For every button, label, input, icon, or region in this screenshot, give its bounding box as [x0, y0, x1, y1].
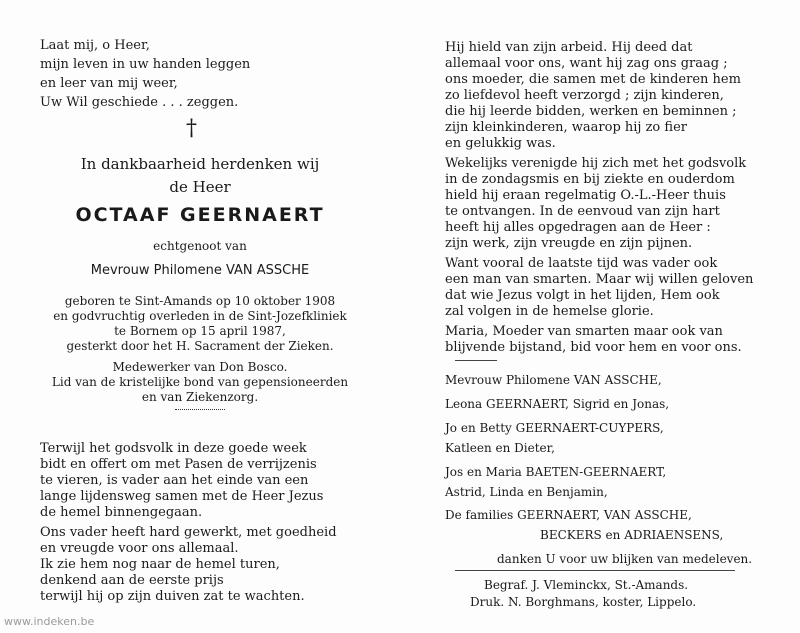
left-text-line: lange lijdensweg samen met de Heer Jezus: [40, 489, 324, 504]
bio-line: en van Ziekenzorg.: [141, 390, 259, 404]
left-text-line: terwijl hij op zijn duiven zat te wachten.: [40, 589, 305, 604]
left-text-line: de hemel binnengegaan.: [40, 505, 203, 520]
family-line: Astrid, Linda en Benjamin,: [445, 485, 608, 499]
spouse-intro: echtgenoot van: [153, 239, 247, 253]
deceased-name: OCTAAF GEERNAERT: [75, 204, 325, 226]
family-line: Katleen en Dieter,: [445, 441, 555, 455]
right-text-line: Hij hield van zijn arbeid. Hij deed dat: [445, 40, 693, 55]
left-text-line: te vieren, is vader aan het einde van een: [40, 473, 309, 488]
family-line: Leona GEERNAERT, Sigrid en Jonas,: [445, 397, 670, 411]
family-line: BECKERS en ADRIAENSENS,: [540, 528, 724, 542]
bio-line: te Bornem op 15 april 1987,: [114, 324, 286, 338]
right-text-line: zal volgen in de hemelse glorie.: [445, 304, 654, 319]
spouse-name: Mevrouw Philomene VAN ASSCHE: [90, 263, 310, 278]
dotted-divider: [175, 409, 225, 410]
right-text-line: een man van smarten. Maar wij willen geloven: [445, 272, 754, 287]
right-text-line: in de zondagsmis en bij ziekte en ouderdom: [445, 172, 735, 187]
left-text-line: Ons vader heeft hard gewerkt, met goedheid: [40, 525, 337, 540]
watermark-text: www.indeken.be: [4, 615, 95, 628]
poem-line: mijn leven in uw handen leggen: [40, 57, 251, 72]
bio-line: Lid van de kristelijke bond van gepensioneerden: [51, 375, 349, 389]
right-text-line: zijn kleinkinderen, waarop hij zo fier: [445, 120, 687, 135]
poem-line: Laat mij, o Heer,: [40, 38, 150, 53]
credits-divider: [455, 570, 735, 571]
credit-line: Druk. N. Borghmans, koster, Lippelo.: [470, 595, 697, 609]
poem-line: en leer van mij weer,: [40, 76, 178, 91]
right-text-line: en gelukkig was.: [445, 136, 556, 151]
right-text-line: zijn werk, zijn vreugde en zijn pijnen.: [445, 236, 693, 251]
poem-line: Uw Wil geschiede . . . zeggen.: [40, 95, 239, 110]
cross-icon: †: [186, 116, 197, 141]
right-text-line: blijvende bijstand, bid voor hem en voor ons.: [445, 340, 742, 355]
left-text-line: Terwijl het godsvolk in deze goede week: [40, 441, 307, 456]
bio-line: geboren te Sint-Amands op 10 oktober 1908: [64, 294, 336, 308]
family-line: Mevrouw Philomene VAN ASSCHE,: [445, 373, 662, 387]
right-text-line: heeft hij alles opgedragen aan de Heer :: [445, 220, 711, 235]
left-text-line: en vreugde voor ons allemaal.: [40, 541, 239, 556]
title-prefix: de Heer: [169, 178, 231, 196]
bio-line: gesterkt door het H. Sacrament der Zieken.: [66, 339, 334, 353]
right-text-line: te ontvangen. In de eenvoud van zijn hart: [445, 204, 720, 219]
right-text-line: hield hij eraan regelmatig O.-L.-Heer thuis: [445, 188, 726, 203]
family-line: Jos en Maria BAETEN-GEERNAERT,: [445, 465, 667, 479]
bio-line: en godvruchtig overleden in de Sint-Jozefkliniek: [53, 309, 347, 323]
right-text-line: dat wie Jezus volgt in het lijden, Hem ook: [445, 288, 720, 303]
right-text-line: zo liefdevol heeft verzorgd ; zijn kinderen,: [445, 88, 724, 103]
intro-text: In dankbaarheid herdenken wij: [80, 155, 320, 173]
family-line: Jo en Betty GEERNAERT-CUYPERS,: [445, 421, 664, 435]
right-text-line: allemaal voor ons, want hij zag ons graag ;: [445, 56, 728, 71]
credit-line: Begraf. J. Vleminckx, St.-Amands.: [484, 578, 689, 592]
family-line: De families GEERNAERT, VAN ASSCHE,: [445, 508, 692, 522]
right-text-line: Wekelijks verenigde hij zich met het godsvolk: [445, 156, 747, 171]
left-text-line: Ik zie hem nog naar de hemel turen,: [40, 557, 280, 572]
left-text-line: denkend aan de eerste prijs: [40, 573, 224, 588]
right-text-line: Maria, Moeder van smarten maar ook van: [445, 324, 723, 339]
right-text-line: Want vooral de laatste tijd was vader ook: [445, 256, 718, 271]
bio-line: Medewerker van Don Bosco.: [112, 360, 288, 374]
right-text-line: ons moeder, die samen met de kinderen hem: [445, 72, 741, 87]
family-line: danken U voor uw blijken van medeleven.: [497, 552, 753, 566]
left-text-line: bidt en offert om met Pasen de verrijzenis: [40, 457, 317, 472]
short-divider: [455, 360, 497, 361]
right-text-line: die hij leerde bidden, werken en beminnen ;: [445, 104, 737, 119]
